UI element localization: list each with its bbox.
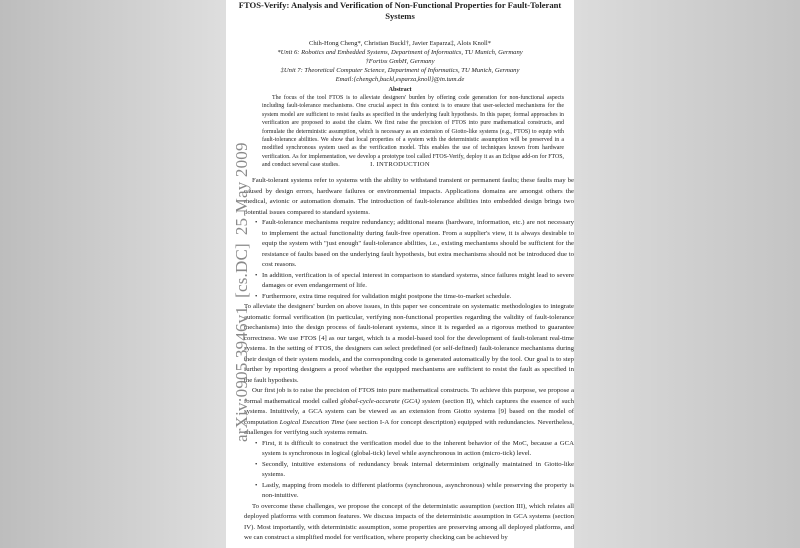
arxiv-stamp <box>232 134 252 442</box>
author-names: Chih-Hong Cheng*, Christian Buckl†, Javier Esparza‡, Alois Knoll* <box>308 40 492 47</box>
bullet-list <box>244 218 574 302</box>
emphasis: global-cycle-accurate (GCA) system <box>340 397 441 405</box>
affiliation: *Unit 6: Robotics and Embedded Systems, Department of Informatics, TU Munich, Germany <box>277 49 523 56</box>
author-email: Email:{chengch,buckl,esparza,knoll}@in.tum.de <box>335 76 465 83</box>
arxiv-category: [cs.DC] <box>232 243 251 298</box>
text-run: (see section I-A for concept description) equipped with redundancies. Nevertheless, challenges for verifying such systems remain. <box>244 418 574 436</box>
section-heading: I. INTRODUCTION <box>370 161 430 168</box>
bullet-item: • Lastly, mapping from models to different platforms (synchronous, asynchronous) while preserving the property is non-intuitive. <box>262 481 574 502</box>
paper-title: FTOS-Verify: Analysis and Verification of Non-Functional Properties for Fault-Tolerant Systems <box>238 0 562 21</box>
abstract-heading: Abstract <box>388 86 412 93</box>
paragraph: To alleviate the designers' burden on above issues, in this paper we concentrate on systematic methodologies to integrate automatic formal verification (in particular, verifying non-functional properties regarding the validity of fault-tolerance mechanisms) into the design process of fault-tolerant systems, since it is regarded as a rigorous method to guarantee correctness. We use FTOS [4] as our target, which is a model-based tool for the development of fault-tolerant real-time systems. In the setting of FTOS, the designers can select predefined (or self-defined) fault-tolerance mechanisms during their design of their system models, and the corresponding code is generated automatically by the tool. Our goal is to step further by reporting designers a proof whether the equipped mechanisms are sufficient to resist the fault as specified in the fault hypothesis. <box>244 303 574 384</box>
bullet-item: • First, it is difficult to construct the verification model due to the inherent behavior of the MoC, because a GCA system is synchronous in logical (global-tick) level while asynchronous in action (micro-tick) level. <box>262 439 574 460</box>
paragraph: To overcome these challenges, we propose the concept of the deterministic assumption (section III), which relates all deployed platforms with common features. We discuss impacts of the deterministic assumption in GCA systems (section IV). Most importantly, with deterministic assumption, some properties are preserving among all deployed platforms, and we can construct a simplified model for verification, where property checking can be achieved by <box>244 502 574 541</box>
abstract-text: The focus of the tool FTOS is to alleviate designers' burden by offering code generation for non-functional aspects including fault-tolerance mechanisms. One crucial aspect in this context is to ensure that user-selected mechanisms for the system model are sufficient to resist faults as specified in the underlying fault hypothesis. In this paper, formal approaches in verification are proposed to assist the claim. We first raise the precision of FTOS into pure mathematical constructs, and formulate the deterministic assumption, which is necessary as an extension of Giotto-like systems (e.g., FTOS) to equip with fault-tolerance abilities. We show that local properties of a system with the deterministic assumption will be preserved in a modified synchronous system used as the verification model. This enables the use of techniques known from hardware verification. As for implementation, we develop a prototype tool called FTOS-Verify, deploy it as an Eclipse add-on for FTOS, and conduct several case studies. <box>262 95 564 169</box>
affiliation: †Fortiss GmbH, Germany <box>365 58 435 65</box>
paper-page <box>226 0 574 548</box>
bullet-item: • Furthermore, extra time required for validation might postpone the time-to-market schedule. <box>262 292 574 303</box>
affiliation: ‡Unit 7: Theoretical Computer Science, Department of Informatics, TU Munich, Germany <box>280 67 520 74</box>
text-run: (section II), which captures the essence of such systems. Intuitively, a GCA system can be viewed as an extension from Giotto systems [9] based on the model of computation <box>244 397 574 426</box>
paragraph <box>244 386 574 439</box>
body-text <box>244 0 574 544</box>
emphasis: Logical Execution Time <box>279 418 345 426</box>
bullet-item: • Secondly, intuitive extensions of redundancy break internal determinism originally maintained in Giotto-like systems. <box>262 460 574 481</box>
bullet-item: • In addition, verification is of special interest in comparison to standard systems, since failures might lead to severe damages or even endangerment of life. <box>262 271 574 292</box>
bullet-list <box>244 439 574 502</box>
arxiv-id: arXiv:0905.3946v1 <box>232 305 251 442</box>
arxiv-date: 25 May 2009 <box>232 142 251 236</box>
text-run: Our first job is to raise the precision of FTOS into pure mathematical constructs. To achieve this purpose, we propose a formal mathematical model called <box>244 387 574 405</box>
paragraph: Fault-tolerant systems refer to systems with the ability to withstand transient or permanent faults; these faults may be caused by design errors, hardware failures or environmental impacts. Applications domains are amongst others the medical, avionic or automation domain. The introduction of fault-tolerance abilities into embedded design brings two potential issues compared to standard systems. <box>244 177 574 216</box>
bullet-item: • Fault-tolerance mechanisms require redundancy; additional means (hardware, information, etc.) are not necessary to implement the actual functionality during fault-free operation. From a supplier's view, it is always desirable to equip the system with "just enough" fault-tolerance abilities, i.e., existing mechanisms should be sufficient for the resistance of faults based on the underlying fault hypothesis, but extra mechanisms should not be introduced due to cost reasons. <box>262 218 574 271</box>
